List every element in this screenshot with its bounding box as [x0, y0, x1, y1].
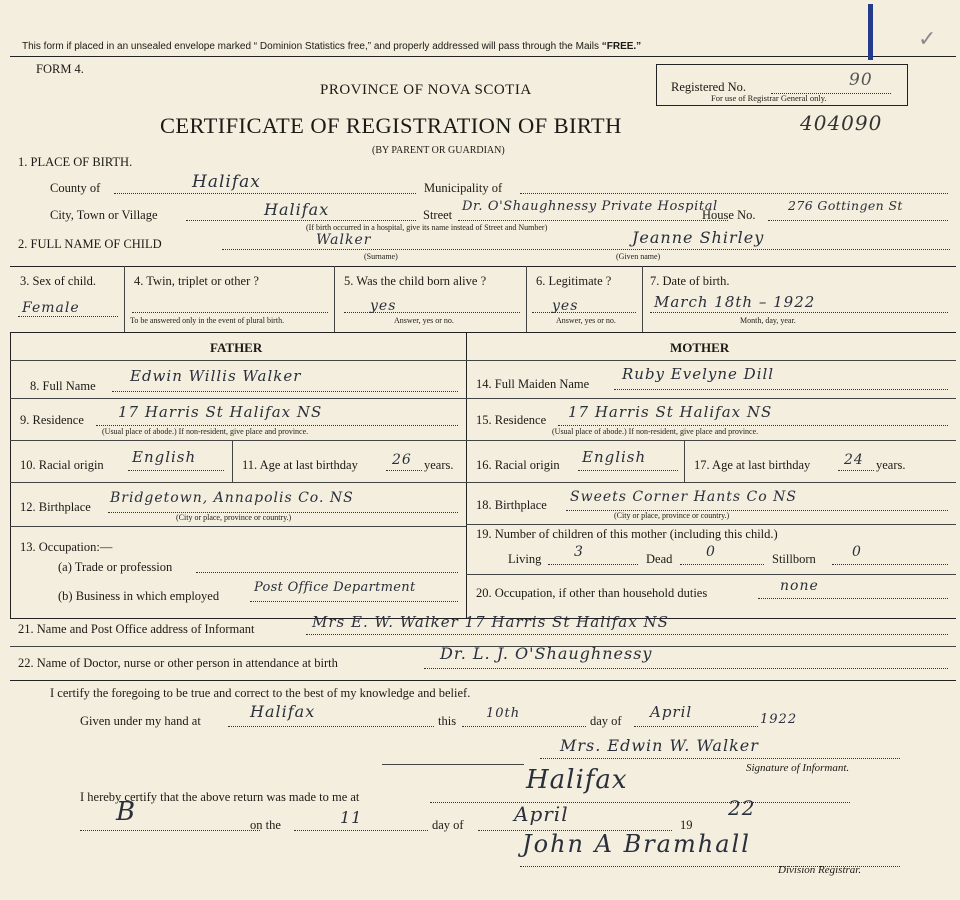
mother-residence-value: 17 Harris St Halifax NS	[568, 403, 773, 421]
dob-line	[650, 312, 948, 313]
county-value: Halifax	[192, 172, 261, 192]
section-divider	[382, 764, 524, 765]
mother-occupation-value: none	[780, 578, 819, 594]
city-line	[186, 220, 416, 221]
twin-note: To be answered only in the event of plural birth.	[130, 316, 285, 325]
mother-occupation-line	[758, 598, 948, 599]
given-day-of-label: day of	[590, 714, 622, 728]
alive-note: Answer, yes or no.	[394, 316, 454, 325]
father-heading: FATHER	[210, 340, 263, 355]
registrar-entry: B	[116, 797, 137, 827]
doctor-rule	[10, 680, 956, 681]
check-mark: ✓	[918, 26, 937, 51]
alive-label: 5. Was the child born alive ?	[344, 274, 487, 288]
father-business-line	[250, 601, 458, 602]
father-racial-value: English	[132, 448, 197, 466]
given-day: 10th	[486, 706, 521, 721]
twin-line	[132, 312, 328, 313]
mail-notice-free: “FREE.”	[601, 41, 642, 52]
father-business-value: Post Office Department	[254, 580, 416, 595]
mother-age-value: 24	[844, 452, 864, 468]
sex-line	[18, 316, 118, 317]
registrar-on-the-label: on the	[250, 818, 281, 832]
registrar-year-prefix: 19	[680, 818, 693, 832]
father-trade-line	[196, 572, 458, 573]
given-month: April	[650, 703, 693, 721]
city-label: City, Town or Village	[50, 208, 158, 222]
mother-birthplace-value: Sweets Corner Hants Co NS	[570, 489, 797, 505]
registered-value: 90	[849, 70, 873, 90]
mother-age-line	[838, 470, 874, 471]
month-line	[634, 726, 758, 727]
mother-racial-value: English	[582, 448, 647, 466]
mother-residence-note: (Usual place of abode.) If non-resident, give place and province.	[552, 427, 759, 436]
place-of-birth-heading: 1. PLACE OF BIRTH.	[18, 155, 133, 169]
mother-stillborn-value: 0	[852, 544, 862, 560]
form-number: FORM 4.	[36, 62, 84, 76]
mother-residence-rule	[466, 440, 956, 441]
father-name-rule	[10, 398, 466, 399]
registration-number: 404090	[800, 111, 883, 135]
mother-occupation-label: 20. Occupation, if other than household duties	[476, 586, 708, 600]
dob-note: Month, day, year.	[740, 316, 796, 325]
registrar-caption: Division Registrar.	[778, 864, 862, 876]
house-line	[768, 220, 948, 221]
dob-value: March 18th – 1922	[654, 293, 816, 311]
mother-living-label: Living	[508, 552, 542, 566]
given-caption: (Given name)	[616, 252, 661, 261]
mother-stillborn-label: Stillborn	[772, 552, 816, 566]
county-line	[114, 193, 416, 194]
mother-birthplace-rule	[466, 524, 956, 525]
legit-value: yes	[552, 298, 579, 314]
mother-children-label: 19. Number of children of this mother (including this child.)	[476, 527, 778, 541]
registered-label: Registered No.	[671, 80, 746, 94]
father-age-line	[386, 470, 422, 471]
street-line	[458, 220, 728, 221]
informant-value: Mrs E. W. Walker 17 Harris St Halifax NS	[312, 613, 669, 631]
child-name-line	[222, 249, 950, 250]
mother-age-unit: years.	[876, 458, 906, 472]
mail-notice	[22, 41, 641, 52]
mother-dead-line	[680, 564, 764, 565]
municipality-label: Municipality of	[424, 181, 503, 195]
mother-dead-value: 0	[706, 544, 716, 560]
registrar-statement: I hereby certify that the above return was made to me at	[80, 790, 360, 804]
this-label: this	[438, 714, 457, 728]
province-heading: PROVINCE OF NOVA SCOTIA	[320, 82, 532, 98]
doctor-line	[424, 668, 948, 669]
father-age-value: 26	[392, 452, 412, 468]
row-box-top	[10, 266, 956, 267]
father-birthplace-value: Bridgetown, Annapolis Co. NS	[110, 490, 354, 506]
mother-heading-rule	[466, 360, 956, 361]
hospital-note: (If birth occurred in a hospital, give its name instead of Street and Number)	[306, 223, 548, 232]
father-residence-rule	[10, 440, 466, 441]
mother-age-label: 17. Age at last birthday	[694, 458, 811, 472]
mail-notice-text: This form if placed in an unsealed envelope marked “ Dominion Statistics free,” and properly addressed will pass through the Mails	[22, 41, 599, 52]
mother-name-label: 14. Full Maiden Name	[476, 377, 590, 391]
street-value: Dr. O'Shaughnessy Private Hospital	[462, 199, 718, 214]
father-residence-label: 9. Residence	[20, 413, 84, 427]
father-occupation-label: 13. Occupation:—	[20, 540, 113, 554]
father-heading-rule	[10, 360, 466, 361]
mother-racial-rule	[466, 482, 956, 483]
father-residence-value: 17 Harris St Halifax NS	[118, 403, 323, 421]
father-residence-note: (Usual place of abode.) If non-resident, give place and province.	[102, 427, 309, 436]
mother-name-value: Ruby Evelyne Dill	[622, 365, 775, 383]
certificate-subtitle: (BY PARENT OR GUARDIAN)	[372, 145, 505, 156]
house-label: House No.	[702, 208, 756, 222]
registrar-entry-line	[80, 830, 260, 831]
row-box-bottom	[10, 332, 956, 333]
surname-caption: (Surname)	[364, 252, 398, 261]
sex-label: 3. Sex of child.	[20, 274, 97, 288]
mother-residence-line	[558, 425, 948, 426]
parents-left-border	[10, 332, 11, 618]
top-border	[10, 56, 956, 57]
registered-line	[771, 93, 891, 94]
father-name-label: 8. Full Name	[30, 379, 96, 393]
signature-line	[540, 758, 900, 759]
father-age-divider	[232, 440, 233, 482]
registrar-month: April	[514, 802, 569, 826]
row-divider-1	[124, 266, 125, 332]
child-given-name: Jeanne Shirley	[632, 228, 765, 247]
father-trade-label: (a) Trade or profession	[58, 560, 173, 574]
registered-note: For use of Registrar General only.	[711, 93, 827, 103]
registrar-place-line	[430, 802, 850, 803]
legit-label: 6. Legitimate ?	[536, 274, 612, 288]
mother-name-line	[614, 389, 948, 390]
given-year: 1922	[760, 712, 798, 727]
mother-residence-label: 15. Residence	[476, 413, 547, 427]
father-age-unit: years.	[424, 458, 454, 472]
father-racial-line	[128, 470, 224, 471]
doctor-value: Dr. L. J. O'Shaughnessy	[440, 644, 653, 663]
informant-signature: Mrs. Edwin W. Walker	[560, 736, 759, 755]
child-surname: Walker	[316, 232, 372, 248]
parents-center-border	[466, 332, 467, 618]
house-value: 276 Gottingen St	[788, 198, 903, 213]
mother-living-line	[548, 564, 638, 565]
father-name-value: Edwin Willis Walker	[130, 367, 302, 385]
day-line	[462, 726, 586, 727]
father-birthplace-rule	[10, 526, 466, 527]
mother-stillborn-line	[832, 564, 948, 565]
father-business-label: (b) Business in which employed	[58, 589, 220, 603]
mother-racial-line	[578, 470, 678, 471]
father-birthplace-label: 12. Birthplace	[20, 500, 91, 514]
registrar-day: 11	[340, 808, 363, 827]
father-name-line	[112, 391, 458, 392]
father-racial-label: 10. Racial origin	[20, 458, 104, 472]
mother-living-value: 3	[574, 544, 584, 560]
ink-mark	[868, 4, 873, 60]
registrar-year: 22	[728, 796, 756, 820]
mother-children-rule	[466, 574, 956, 575]
registered-box	[656, 64, 908, 106]
given-place-line	[228, 726, 434, 727]
father-residence-line	[96, 425, 458, 426]
mother-age-divider	[684, 440, 685, 482]
father-age-label: 11. Age at last birthday	[242, 458, 358, 472]
mother-heading: MOTHER	[670, 340, 730, 355]
given-place: Halifax	[250, 702, 316, 721]
registrar-day-line	[294, 830, 428, 831]
informant-label: 21. Name and Post Office address of Informant	[18, 622, 255, 636]
municipality-line	[520, 193, 948, 194]
given-label: Given under my hand at	[80, 714, 201, 728]
county-label: County of	[50, 181, 101, 195]
doctor-label: 22. Name of Doctor, nurse or other person in attendance at birth	[18, 656, 338, 670]
mother-birthplace-note: (City or place, province or country.)	[614, 511, 730, 520]
sex-value: Female	[22, 300, 80, 316]
city-value: Halifax	[264, 200, 330, 219]
twin-label: 4. Twin, triplet or other ?	[134, 274, 259, 288]
father-birthplace-note: (City or place, province or country.)	[176, 513, 292, 522]
child-name-label: 2. FULL NAME OF CHILD	[18, 237, 162, 251]
registrar-place: Halifax	[526, 765, 628, 795]
father-racial-rule	[10, 482, 466, 483]
legit-line	[532, 312, 636, 313]
row-divider-3	[526, 266, 527, 332]
street-label: Street	[423, 208, 453, 222]
alive-value: yes	[370, 298, 397, 314]
mother-name-rule	[466, 398, 956, 399]
registrar-day-of-label: day of	[432, 818, 464, 832]
mother-racial-label: 16. Racial origin	[476, 458, 560, 472]
signature-caption: Signature of Informant.	[746, 762, 850, 774]
certificate-title: CERTIFICATE OF REGISTRATION OF BIRTH	[160, 113, 622, 138]
row-divider-4	[642, 266, 643, 332]
registrar-signature: John A Bramhall	[522, 830, 751, 858]
dob-label: 7. Date of birth.	[650, 274, 730, 288]
mother-dead-label: Dead	[646, 552, 673, 566]
legit-note: Answer, yes or no.	[556, 316, 616, 325]
row-divider-2	[334, 266, 335, 332]
mother-birthplace-label: 18. Birthplace	[476, 498, 547, 512]
certify-statement: I certify the foregoing to be true and correct to the best of my knowledge and belief.	[50, 686, 471, 700]
informant-line	[306, 634, 948, 635]
